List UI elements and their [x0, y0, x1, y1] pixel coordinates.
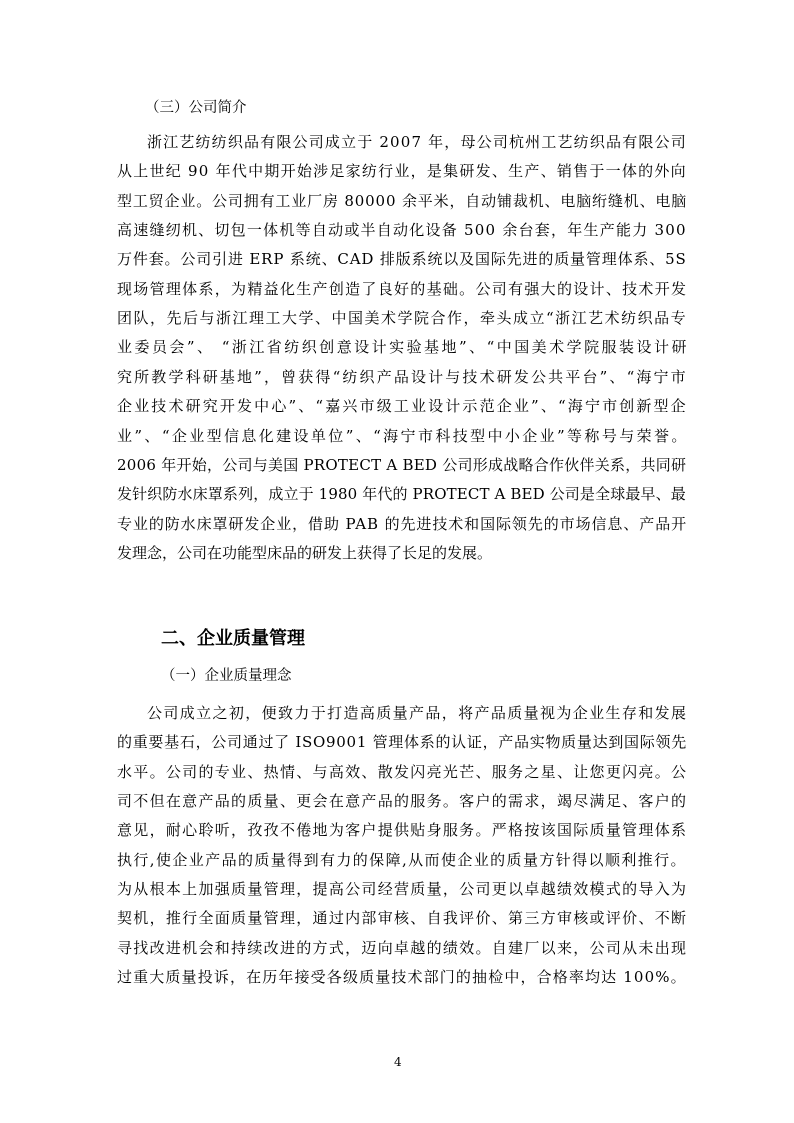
page-number: 4 — [394, 1055, 402, 1069]
paragraph-line: 过重大质量投诉，在历年接受各级质量技术部门的抽检中，合格率均达 100%。 — [117, 968, 687, 987]
paragraph-line: 为从根本上加强质量管理，提高公司经营质量，公司更以卓越绩效模式的导入为 — [117, 880, 688, 899]
paragraph-line: 发针织防水床罩系列，成立于 1980 年代的 PROTECT A BED 公司是全球最早、最 — [117, 485, 686, 504]
paragraph-line: 浙江艺纺纺织品有限公司成立于 2007 年，母公司杭州工艺纺织品有限公司 — [147, 133, 687, 151]
paragraph-line: 专业的防水床罩研发企业，借助 PAB 的先进技术和国际领先的市场信息、产品开 — [117, 514, 688, 533]
paragraph-line: 现场管理体系，为精益化生产创造了良好的基础。公司有强大的设计、技术开发 — [117, 279, 688, 298]
paragraph-line: 公司成立之初，便致力于打造高质量产品，将产品质量视为企业生存和发展 — [147, 704, 688, 722]
paragraph-line: 寻找改进机会和持续改进的方式，迈向卓越的绩效。自建厂以来，公司从未出现 — [117, 938, 688, 957]
subsection-title-company-intro: （三）公司简介 — [145, 100, 247, 116]
paragraph-line: 意见，耐心聆听，孜孜不倦地为客户提供贴身服务。严格按该国际质量管理体系 — [117, 821, 688, 840]
paragraph-line: 契机，推行全面质量管理，通过内部审核、自我评价、第三方审核或评价、不断 — [117, 909, 688, 928]
paragraph-line: 从上世纪 90 年代中期开始涉足家纺行业，是集研发、生产、销售于一体的外向 — [117, 162, 687, 181]
paragraph-line: 水平。公司的专业、热情、与高效、散发闪亮光芒、服务之星、让您更闪亮。公 — [117, 762, 688, 781]
paragraph-line: 高速缝纫机、切包一体机等自动或半自动化设备 500 余台套，年生产能力 300 — [117, 221, 687, 240]
paragraph-line: 究所教学科研基地”，曾获得“纺织产品设计与技术研发公共平台”、“海宁市 — [117, 367, 688, 386]
paragraph-line: 团队，先后与浙江理工大学、中国美术学院合作，牵头成立“浙江艺术纺织品专 — [117, 309, 688, 328]
paragraph-line: 2006 年开始，公司与美国 PROTECT A BED 公司形成战略合作伙伴关系，共同研 — [117, 455, 687, 474]
paragraph-line: 执行,使企业产品的质量得到有力的保障,从而使企业的质量方针得以顺利推行。 — [117, 850, 687, 869]
paragraph-line: 的重要基石，公司通过了 ISO9001 管理体系的认证，产品实物质量达到国际领先 — [117, 733, 687, 752]
paragraph-line: 型工贸企业。公司拥有工业厂房 80000 余平米，自动铺裁机、电脑绗缝机、电脑 — [117, 191, 688, 210]
section-heading-quality-management: 二、企业质量管理 — [161, 628, 305, 649]
paragraph-line: 司不但在意产品的质量、更会在意产品的服务。客户的需求，竭尽满足、客户的 — [117, 792, 688, 811]
paragraph-line: 企业技术研究开发中心”、“嘉兴市级工业设计示范企业”、“海宁市创新型企 — [117, 397, 688, 416]
subsection-title-quality-philosophy: （一）企业质量理念 — [161, 668, 292, 684]
paragraph-line: 业”、“企业型信息化建设单位”、“海宁市科技型中小企业”等称号与荣誉。 — [117, 426, 689, 445]
paragraph-line: 发理念，公司在功能型床品的研发上获得了长足的发展。 — [117, 543, 493, 562]
paragraph-line: 业委员会”、 “浙江省纺织创意设计实验基地”、“中国美术学院服装设计研 — [117, 338, 689, 357]
paragraph-line: 万件套。公司引进 ERP 系统、CAD 排版系统以及国际先进的质量管理体系、5S — [117, 250, 687, 269]
